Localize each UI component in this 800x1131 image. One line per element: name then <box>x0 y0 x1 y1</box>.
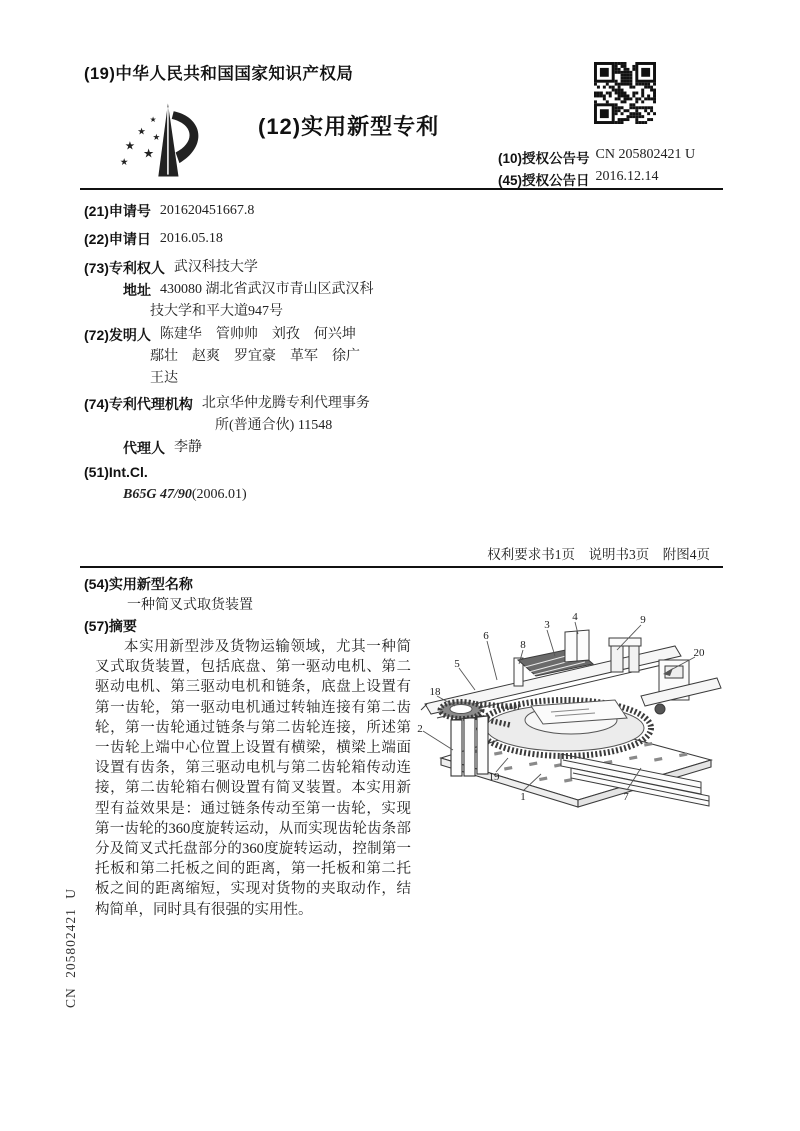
application-date-row <box>84 228 223 250</box>
agency-line2: 所(普通合伙) 11548 <box>215 418 333 433</box>
svg-text:★: ★ <box>119 157 129 168</box>
callout-18: 18 <box>429 686 441 698</box>
issuing-office: (19)中华人民共和国国家知识产权局 <box>84 65 354 83</box>
callout-7: 7 <box>623 791 629 803</box>
qr-code <box>594 62 656 129</box>
intcl-label: (51)Int.Cl. <box>84 464 148 480</box>
callout-1: 1 <box>520 791 526 803</box>
address-row <box>84 279 414 301</box>
abstract-text: 本实用新型涉及货物运输领域，尤其一种简叉式取货装置，包括底盘、第一驱动电机、第二驱动电机、第三驱动电机和链条，底盘上设置有第一齿轮，第一驱动电机通过转轴连接有第二齿轮，第一齿轮通过链条与第二齿轮连接，所述第一齿轮上端中心位置上设置有横梁，横梁上端面设置有齿条，第三驱动电机与第二齿轮箱传动连接，第二齿轮箱右侧设置有简叉装置。本实用新型有益效果是：通过链条传动至第一齿轮，实现第一齿轮的360度旋转运动，从而实现齿轮齿条部分及简叉式托盘部分的360度旋转运动，控制第一托板和第二托板之间的距离，第一托板和第二托板之间的距离缩短，实现对货物的夹取动作，结构简单，同时具有很强的实用性。 <box>95 639 411 918</box>
callout-4: 4 <box>572 611 578 623</box>
inventors-label: (72)发明人 <box>84 327 151 343</box>
callout-5: 5 <box>454 658 460 670</box>
intcl-version: (2006.01) <box>191 487 247 502</box>
section-divider <box>80 566 723 568</box>
svg-text:★: ★ <box>124 138 136 153</box>
callout-6: 6 <box>483 630 489 642</box>
callout-19: 19 <box>488 771 500 783</box>
agency-label: (74)专利代理机构 <box>84 396 193 412</box>
agent-label: 代理人 <box>123 440 165 456</box>
document-type-title: (12)实用新型专利 <box>258 114 440 139</box>
app-no-value: 201620451667.8 <box>159 203 255 218</box>
svg-text:★: ★ <box>152 133 161 144</box>
title-label: (54)实用新型名称 <box>84 576 193 592</box>
patentee-value: 武汉科技大学 <box>173 260 258 275</box>
app-date-value: 2016.05.18 <box>159 231 223 246</box>
callout-8: 8 <box>520 639 526 651</box>
title-block <box>84 573 253 617</box>
header-divider <box>80 188 723 190</box>
svg-text:★: ★ <box>149 114 157 124</box>
address-line1: 430080 湖北省武汉市青山区武汉科 <box>160 282 374 297</box>
callout-9: 9 <box>640 614 646 626</box>
callout-20: 20 <box>693 647 705 659</box>
abstract-label: (57)摘要 <box>84 618 137 634</box>
inventors-line2: 鄢壮 赵爽 罗宜豪 革军 徐广 <box>150 349 360 364</box>
agent-row <box>84 437 424 459</box>
pages-info: 权利要求书1页 说明书3页 附图4页 <box>487 547 710 562</box>
side-publication-code: CN 205802421 U <box>63 887 78 1008</box>
intcl-line <box>84 483 414 506</box>
app-date-label: (22)申请日 <box>84 231 151 247</box>
inventors-row <box>84 324 424 346</box>
pub-no-value: CN 205802421 U <box>595 147 696 162</box>
svg-text:★: ★ <box>137 126 146 138</box>
pub-date-value: 2016.12.14 <box>595 169 659 184</box>
agency-line1: 北京华仲龙腾专利代理事务 <box>201 396 370 411</box>
app-no-label: (21)申请号 <box>84 203 151 219</box>
svg-text:★: ★ <box>142 145 155 161</box>
patentee-row <box>84 257 414 279</box>
agent-value: 李静 <box>174 440 202 455</box>
publication-date-row <box>498 169 659 189</box>
callout-3: 3 <box>544 619 550 631</box>
patent-drawing <box>413 608 723 825</box>
publication-number-row <box>498 147 695 167</box>
plate-column <box>451 716 488 776</box>
sipo-logo <box>118 96 214 186</box>
sipo-logo-icon <box>118 96 214 191</box>
pub-no-label: (10)授权公告号 <box>498 151 590 166</box>
application-number-row <box>84 200 254 222</box>
address-label: 地址 <box>123 282 151 298</box>
address-line2: 技大学和平大道947号 <box>150 304 283 319</box>
inventors-line3: 王达 <box>150 371 178 386</box>
agency-row <box>84 393 424 415</box>
intcl-code: B65G 47/90 <box>123 487 192 502</box>
pub-date-label: (45)授权公告日 <box>498 173 590 188</box>
callout-2: 2 <box>417 723 423 735</box>
agency-block <box>84 393 424 459</box>
intcl-block <box>84 461 414 506</box>
inventors-block <box>84 324 424 390</box>
inventors-line1: 陈建华 管帅帅 刘孜 何兴坤 <box>159 327 356 342</box>
patentee-block <box>84 257 414 323</box>
patentee-label: (73)专利权人 <box>84 260 165 276</box>
invention-title: 一种简叉式取货装置 <box>127 598 253 613</box>
